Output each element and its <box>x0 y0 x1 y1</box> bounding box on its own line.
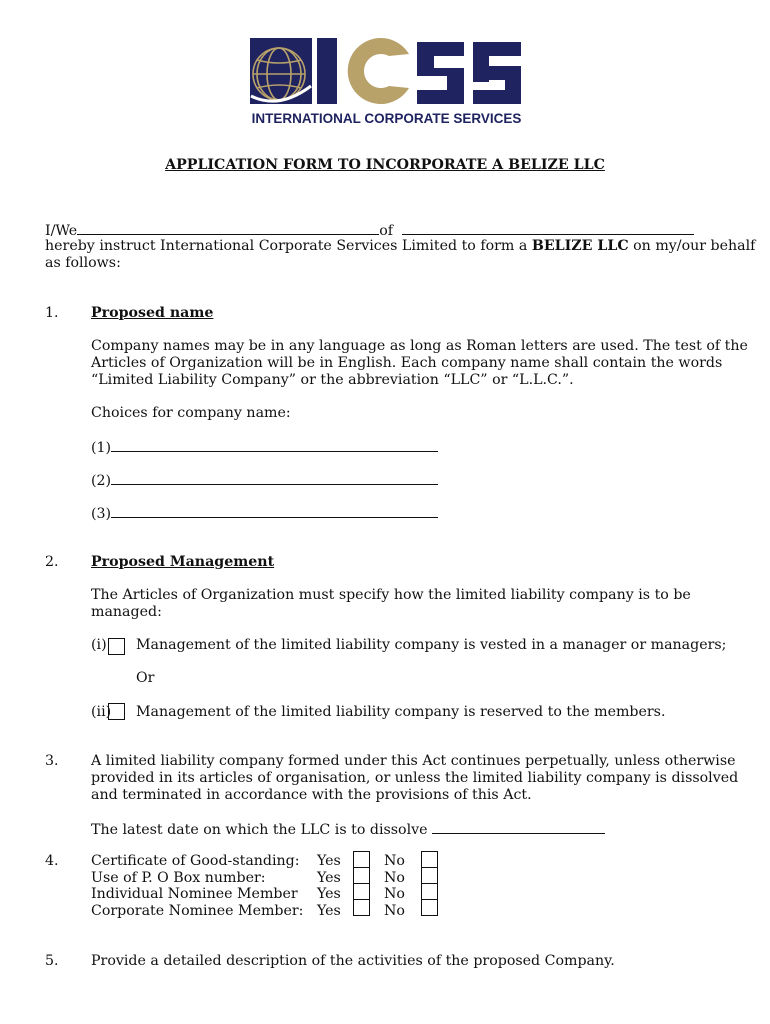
option-row-label: Use of P. O Box number: <box>91 870 266 886</box>
yes-label: Yes <box>317 886 341 902</box>
intro-iwe: I/We <box>45 223 78 239</box>
individual-nominee-yes-checkbox[interactable] <box>353 883 370 900</box>
company-name-choice-1-field[interactable] <box>111 438 438 452</box>
section-5-number: 5. <box>45 953 59 969</box>
intro-of: of <box>379 223 394 239</box>
section-2-para-line: The Articles of Organization must specify how the limited liability company is to be <box>91 587 691 603</box>
address-field[interactable] <box>402 221 694 235</box>
section-2-number: 2. <box>45 554 59 570</box>
intro-bold-belize-llc: BELIZE LLC <box>531 238 629 254</box>
dissolve-date-field[interactable] <box>432 820 605 834</box>
choice-row-1 <box>91 438 438 457</box>
option-row-label: Individual Nominee Member <box>91 886 298 902</box>
yes-label: Yes <box>317 870 341 886</box>
section-3-para-line: and terminated in accordance with the provisions of this Act. <box>91 787 532 803</box>
choice-number: (1) <box>91 440 112 456</box>
choice-row-2 <box>91 471 438 490</box>
po-box-yes-checkbox[interactable] <box>353 867 370 884</box>
section-1-para-line: Articles of Organization will be in English. Each company name shall contain the words <box>91 355 723 371</box>
corporate-nominee-no-checkbox[interactable] <box>421 899 438 916</box>
section-5-text: Provide a detailed description of the activities of the proposed Company. <box>91 953 615 969</box>
company-name-choice-3-field[interactable] <box>111 504 438 518</box>
po-box-no-checkbox[interactable] <box>421 867 438 884</box>
section-1-para-line: “Limited Liability Company” or the abbreviation “LLC” or “L.L.C.”. <box>91 372 574 388</box>
management-option-2-label: (ii) <box>91 704 112 720</box>
section-2-heading: Proposed Management <box>91 554 275 570</box>
no-label: No <box>384 886 405 902</box>
choice-number: (2) <box>91 473 112 489</box>
section-1-heading: Proposed name <box>91 305 214 321</box>
name-field[interactable] <box>77 221 379 235</box>
management-option-1-text: Management of the limited liability company is vested in a manager or managers; <box>136 637 727 653</box>
section-1-para-line: Company names may be in any language as long as Roman letters are used. The test of the <box>91 338 748 354</box>
or-text: Or <box>136 670 155 686</box>
dissolve-label: The latest date on which the LLC is to dissolve <box>91 822 428 838</box>
management-manager-checkbox[interactable] <box>108 638 125 655</box>
no-label: No <box>384 853 405 869</box>
intro-text: hereby instruct International Corporate Services Limited to form a <box>45 238 528 254</box>
choice-row-3 <box>91 504 438 523</box>
good-standing-no-checkbox[interactable] <box>421 851 438 868</box>
yes-label: Yes <box>317 903 341 919</box>
section-4-number: 4. <box>45 853 59 869</box>
option-row-label: Certificate of Good-standing: <box>91 853 300 869</box>
section-3-para-line: provided in its articles of organisation, or unless the limited liability company is dissolved <box>91 770 739 786</box>
option-row-label: Corporate Nominee Member: <box>91 903 304 919</box>
company-name-choice-2-field[interactable] <box>111 471 438 485</box>
intro-line-3: as follows: <box>45 255 121 271</box>
choices-label: Choices for company name: <box>91 405 291 421</box>
section-3-para-line: A limited liability company formed under this Act continues perpetually, unless otherwise <box>91 753 736 769</box>
intro-line-2 <box>45 238 755 255</box>
logo-tagline: INTERNATIONAL CORPORATE SERVICES <box>251 111 522 126</box>
section-1-number: 1. <box>45 305 59 321</box>
management-option-2-text: Management of the limited liability company is reserved to the members. <box>136 704 666 720</box>
yes-label: Yes <box>317 853 341 869</box>
good-standing-yes-checkbox[interactable] <box>353 851 370 868</box>
section-3-number: 3. <box>45 753 59 769</box>
form-title: APPLICATION FORM TO INCORPORATE A BELIZE LLC <box>165 157 605 173</box>
dissolve-row <box>91 820 605 839</box>
choice-number: (3) <box>91 506 112 522</box>
no-label: No <box>384 870 405 886</box>
management-members-checkbox[interactable] <box>108 703 125 720</box>
intro-text-end: on my/our behalf <box>633 238 756 254</box>
section-2-para-line: managed: <box>91 604 162 620</box>
management-option-1-label: (i) <box>91 637 107 653</box>
corporate-nominee-yes-checkbox[interactable] <box>353 899 370 916</box>
no-label: No <box>384 903 405 919</box>
individual-nominee-no-checkbox[interactable] <box>421 883 438 900</box>
